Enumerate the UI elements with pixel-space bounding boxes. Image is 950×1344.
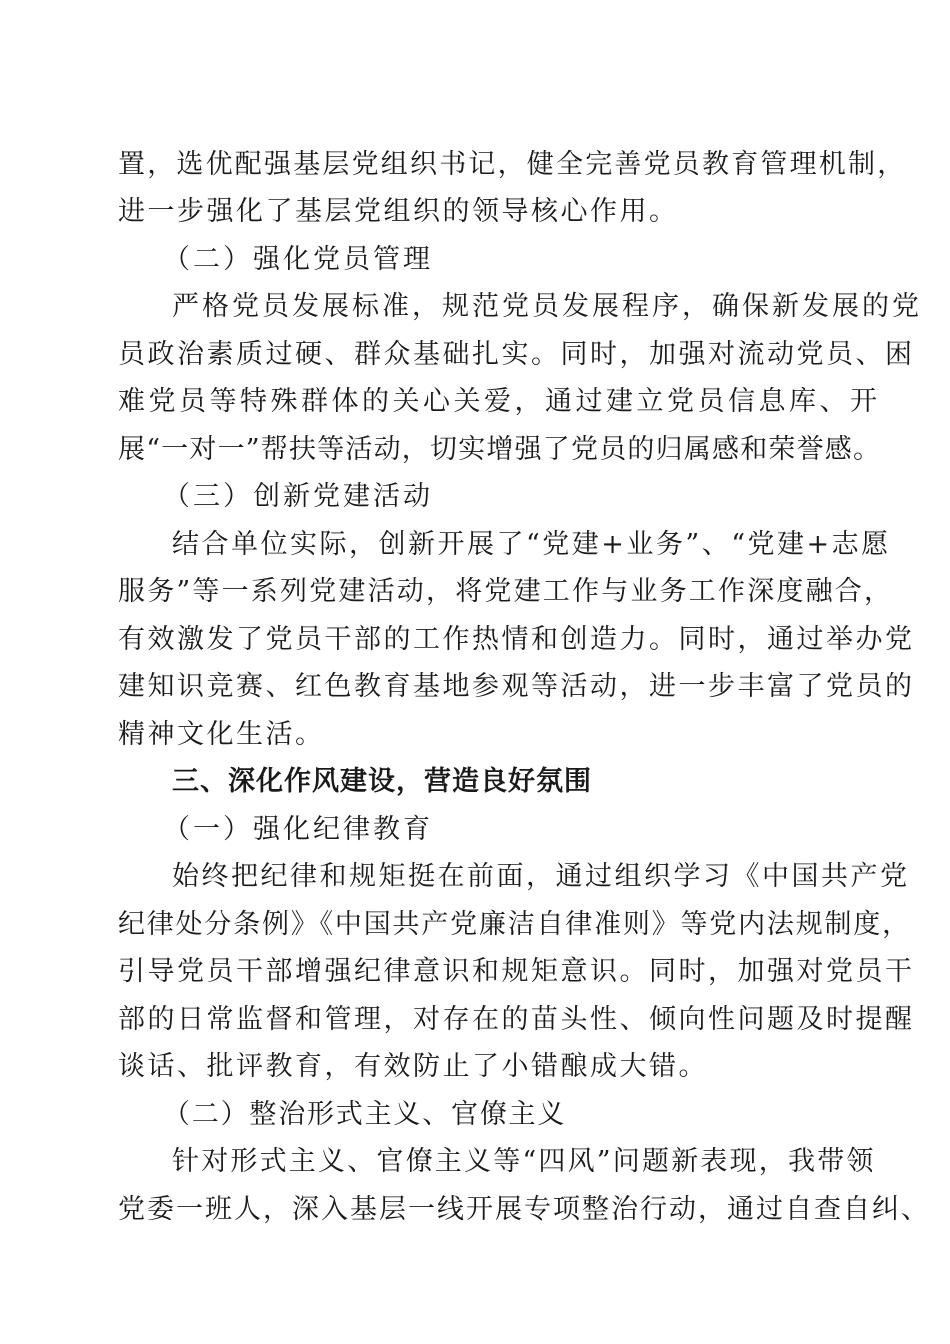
body-text-line: 有效激发了党员干部的工作热情和创造力。同时，通过举办党 xyxy=(118,624,915,655)
body-text-line: 党委一班人，深入基层一线开展专项整治行动，通过自查自纠、 xyxy=(118,1194,930,1225)
body-text-line: 建知识竞赛、红色教育基地参观等活动，进一步丰富了党员的 xyxy=(118,671,915,702)
body-text-line: 始终把纪律和规矩挺在前面，通过组织学习《中国共产党 xyxy=(172,861,910,892)
body-text-line: 严格党员发展标准，规范党员发展程序，确保新发展的党 xyxy=(172,291,922,322)
body-text-line: 引导党员干部增强纪律意识和规矩意识。同时，加强对党员干 xyxy=(118,956,915,987)
body-text-line: 服务”等一系列党建活动，将党建工作与业务工作深度融合， xyxy=(118,576,894,607)
body-text-line: 精神文化生活。 xyxy=(118,719,325,750)
subsection-heading: （二）强化党员管理 xyxy=(163,244,433,275)
subsection-heading: （一）强化纪律教育 xyxy=(163,814,433,845)
body-text-line: 结合单位实际，创新开展了“党建+业务”、“党建+志愿 xyxy=(172,529,891,560)
body-text-line: 针对形式主义、官僚主义等“四风”问题新表现，我带领 xyxy=(172,1146,876,1177)
subsection-heading: （三）创新党建活动 xyxy=(163,481,433,512)
body-text-line: 员政治素质过硬、群众基础扎实。同时，加强对流动党员、困 xyxy=(118,339,915,370)
section-heading: 三、深化作风建设，营造良好氛围 xyxy=(172,766,592,797)
body-text-line: 展“一对一”帮扶等活动，切实增强了党员的归属感和荣誉感。 xyxy=(118,434,882,465)
body-text-line: 纪律处分条例》《中国共产党廉洁自律准则》等党内法规制度， xyxy=(118,909,911,940)
subsection-heading: （二）整治形式主义、官僚主义 xyxy=(163,1099,567,1130)
body-text-line: 谈话、批评教育，有效防止了小错酿成大错。 xyxy=(118,1051,708,1082)
body-text-line: 难党员等特殊群体的关心关爱，通过建立党员信息库、开 xyxy=(118,386,881,417)
body-text-line: 进一步强化了基层党组织的领导核心作用。 xyxy=(118,196,679,227)
body-text-line: 部的日常监督和管理，对存在的苗头性、倾向性问题及时提醒 xyxy=(118,1004,915,1035)
body-text-line: 置，选优配强基层党组织书记，健全完善党员教育管理机制， xyxy=(118,149,907,180)
